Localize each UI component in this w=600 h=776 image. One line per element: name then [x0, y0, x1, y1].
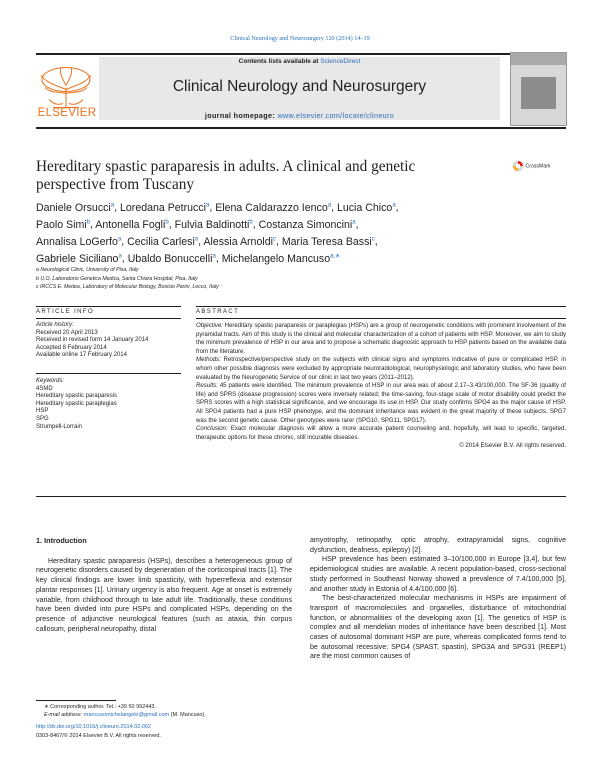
author[interactable]: Annalisa LoGerfo$^a$: [36, 235, 122, 248]
homepage-prefix: journal homepage:: [204, 111, 278, 120]
affiliation: a Neurological Clinic, University of Pisa, Italy: [36, 267, 139, 273]
body-paragraph: Hereditary spastic paraparesis (HSPs), describes a heterogeneous group of neurogenetic disorders caused by degeneration of the corticospinal tracts [1]. The key clinical findings are lower limb spasticity, with hyperreflexia and extensor plantar responses [1]. Urinary urgency is also frequent. Age at onset is extremely variable, from childhood through to late adult life. Traditionally, these conditions have been divided into pure HSPs and complicated HSPs, depending on the presence of adjunctive neurological features (such as ataxia, thin corpus callosum, peripheral neuropathy, distal: [36, 557, 292, 633]
journal-citation[interactable]: Clinical Neurology and Neurosurgery 120 (2014) 14–19: [230, 35, 370, 42]
affiliation: c IRCCS E. Medea, Laboratory of Molecular Biology, Bosisio Parini, Lecco, Italy: [36, 284, 219, 290]
article-info-heading: ARTICLE INFO: [36, 309, 95, 315]
body-paragraph: HSP prevalence has been estimated 3–10/100,000 in Europe [3,4], but few epidemiological studies are available. A recent population-based, cross-sectional study performed in Southeast Norway showed a prevalence of 7.4/100,000 [5], and another study in Estonia of 4.4/100,000 [6].: [310, 556, 566, 593]
history-item: Received in revised form 14 January 2014: [36, 337, 149, 344]
cover-image: [521, 77, 556, 109]
corresponding-author[interactable]: Michelangelo Mancuso$^{a,∗}$: [221, 252, 341, 265]
author-list: Daniele Orsucci$^a$, Loredana Petrucci$^a$, Elena Caldarazzo Ienco$^a$, Lucia Chico$^a$, Paolo Simi$^b$, Antonella Fogli$^b$, Fulvia Baldinotti$^b$, Costanza Simoncini$^a$, Annalisa LoGerfo$^a$, Cecilia Carlesi$^a$, Alessia Arnoldi$^c$, Maria Teresa Bassi$^c$, Gabriele Siciliano$^a$, Ubaldo Bonuccelli$^a$, Michelangelo Mancuso$^{a,∗}$: [36, 201, 399, 265]
contents-line: [99, 58, 500, 65]
body-paragraph: The best-characterized molecular mechanisms in HSPs are impairment of transport of macromolecules and organelles, disturbance of mitochondrial function, or abnormalities of the developing axon [1]. The genetics of HSP is complex and all mendelian modes of inheritance have been described [1]. Most cases of autosomal dominant HSP are pure, whereas complicated forms tend to be autosomal recessive; SPG4 (SPAST, spastin), SPG3A and SPG31 (REEP1) are the most common causes of: [310, 595, 566, 661]
body-paragraph: amyotrophy, retinopathy, optic atrophy, extrapyramidal signs, cognitive dysfunction, deafness, epilepsy) [2].: [310, 537, 566, 554]
corresponding-note: ∗ Corresponding author. Tel.: +39 50 992443.: [44, 704, 156, 710]
article-history: [36, 322, 181, 360]
header-rule-top: [36, 53, 566, 55]
affiliations: [36, 266, 396, 292]
history-label: Article history:: [36, 322, 74, 328]
history-item: Available online 17 February 2014: [36, 352, 127, 359]
keyword: Hereditary spastic paraparesis: [36, 393, 118, 400]
abstract-rule-bottom: [36, 496, 566, 497]
author[interactable]: Lucia Chico$^a$: [336, 201, 396, 214]
author[interactable]: Alessia Arnoldi$^c$: [203, 235, 276, 248]
history-item: Received 20 April 2013: [36, 329, 98, 336]
author[interactable]: Loredana Petrucci$^a$: [120, 201, 210, 214]
journal-homepage-line: [99, 111, 500, 120]
doi-link[interactable]: http://dx.doi.org/10.1016/j.clineuro.2014.02.002: [36, 724, 151, 731]
author[interactable]: Ubaldo Bonuccelli$^a$: [127, 252, 216, 265]
affiliation: b U.O. Laboratorio Genetica Medica, Santa Chiara Hospital, Pisa, Italy: [36, 275, 198, 282]
header-rule-bottom: [36, 127, 566, 129]
info-rule-keywords: [36, 373, 181, 374]
issn-line: 0303-8467/© 2014 Elsevier B.V. All rights reserved.: [36, 732, 161, 739]
keyword: SPG: [36, 415, 49, 422]
sciencedirect-link[interactable]: ScienceDirect: [320, 58, 361, 65]
author[interactable]: Costanza Simoncini$^a$: [258, 218, 356, 231]
author[interactable]: Antonella Fogli$^b$: [95, 218, 169, 231]
author[interactable]: Daniele Orsucci$^a$: [36, 201, 115, 214]
crossmark-badge[interactable]: [512, 160, 566, 172]
keyword: Hereditary spastic paraplegias: [36, 400, 117, 407]
footnotes: [36, 703, 292, 740]
author[interactable]: Fulvia Baldinotti$^b$: [174, 218, 253, 231]
section-heading: 1. Introduction: [36, 536, 87, 545]
email-link[interactable]: mancusomichelangelo@gmail.com: [83, 712, 170, 719]
crossmark-icon: [512, 160, 524, 172]
author[interactable]: Gabriele Siciliano$^a$: [36, 252, 122, 265]
keyword: Strumpell-Lorrain: [36, 423, 83, 430]
author[interactable]: Cecilia Carlesi$^a$: [127, 235, 199, 248]
contents-prefix: Contents lists available at: [238, 58, 321, 65]
keywords-block: [36, 378, 181, 431]
journal-cover-thumbnail[interactable]: [510, 52, 567, 126]
body-column-left: [36, 536, 292, 634]
abstract-methods: Methods: Retrospective/perspective study on the subjects with clinical signs and symptoms indicative of pure or complicated HSP, in whom other possible diagnosis were excluded by appropriate neuroradiological, neurophysiologic and laboratory studies, who have been evaluated by the Neurogenetic Service of our clinic in last two years (2011–2012).: [196, 357, 566, 381]
abstract-heading: ABSTRACT: [196, 309, 240, 315]
keyword: 4SMD: [36, 385, 53, 392]
author[interactable]: Maria Teresa Bassi$^c$: [281, 235, 375, 248]
abstract-body: [196, 322, 566, 451]
crossmark-label: CrossMark: [525, 163, 551, 170]
body-column-right: [310, 536, 566, 662]
abstract-conclusion: Conclusion: Exact molecular diagnosis will allow a more accurate patient counseling and, hopefully, will lead to specific, targeted, therapeutic options for these chronic, still incurable diseases.: [196, 426, 566, 441]
author[interactable]: Elena Caldarazzo Ienco$^a$: [215, 201, 332, 214]
cover-band: [511, 53, 566, 65]
email-note: E-mail address: mancusomichelangelo@gmail.com (M. Mancuso).: [44, 712, 206, 719]
info-rule-mid: [36, 318, 181, 319]
abstract-objective: Objective: Hereditary spastic paraparesis or paraplegias (HSPs) are a group of neurogenetic conditions with prominent involvement of the pyramidal tracts. Aim of this study is the clinical and molecular characterization of a cohort of patients with HSP. Moreover, we aim to study the minimum prevalence of HSP in our area and to propose a schematic diagnostic approach to HSP patients based on the available data from the literature.: [196, 323, 566, 355]
keywords-label: Keywords:: [36, 378, 65, 384]
homepage-link[interactable]: www.elsevier.com/locate/clineuro: [277, 111, 395, 120]
keyword: HSP: [36, 408, 49, 415]
abstract-rule-mid: [196, 318, 566, 319]
publisher-name: ELSEVIER: [37, 107, 97, 119]
abstract-copyright: © 2014 Elsevier B.V. All rights reserved.: [459, 443, 566, 450]
abstract-rule-top: [196, 306, 566, 307]
author[interactable]: Paolo Simi$^b$: [36, 218, 90, 231]
footnote-rule: [36, 700, 116, 701]
abstract-results: Results: 45 patients were identified. The minimum prevalence of HSP in our area was of about 2.17–3.43/100,000. The SF-36 (quality of life) and SPRS (disease progression) scores were inversely related; the time-saving, four-stage scale of motor disability could predict the SPRS scores with a high statistical significance, and we encourage its use in HSP. Our study confirms SPG4 as the major cause of HSP. All SPG4 patients had a pure HSP phenotype, and the dominant inheritance was evident in the great majority of these subjects. SPG7 was the second genetic cause. Other genotypes were rarer (SPG10, SPG11, SPG17).: [196, 383, 566, 424]
info-rule-top: [36, 306, 181, 307]
journal-title: Clinical Neurology and Neurosurgery: [172, 78, 427, 95]
article-title: Hereditary spastic paraparesis in adults. A clinical and genetic perspective from Tuscany: [36, 158, 416, 193]
history-item: Accepted 8 February 2014: [36, 344, 107, 351]
